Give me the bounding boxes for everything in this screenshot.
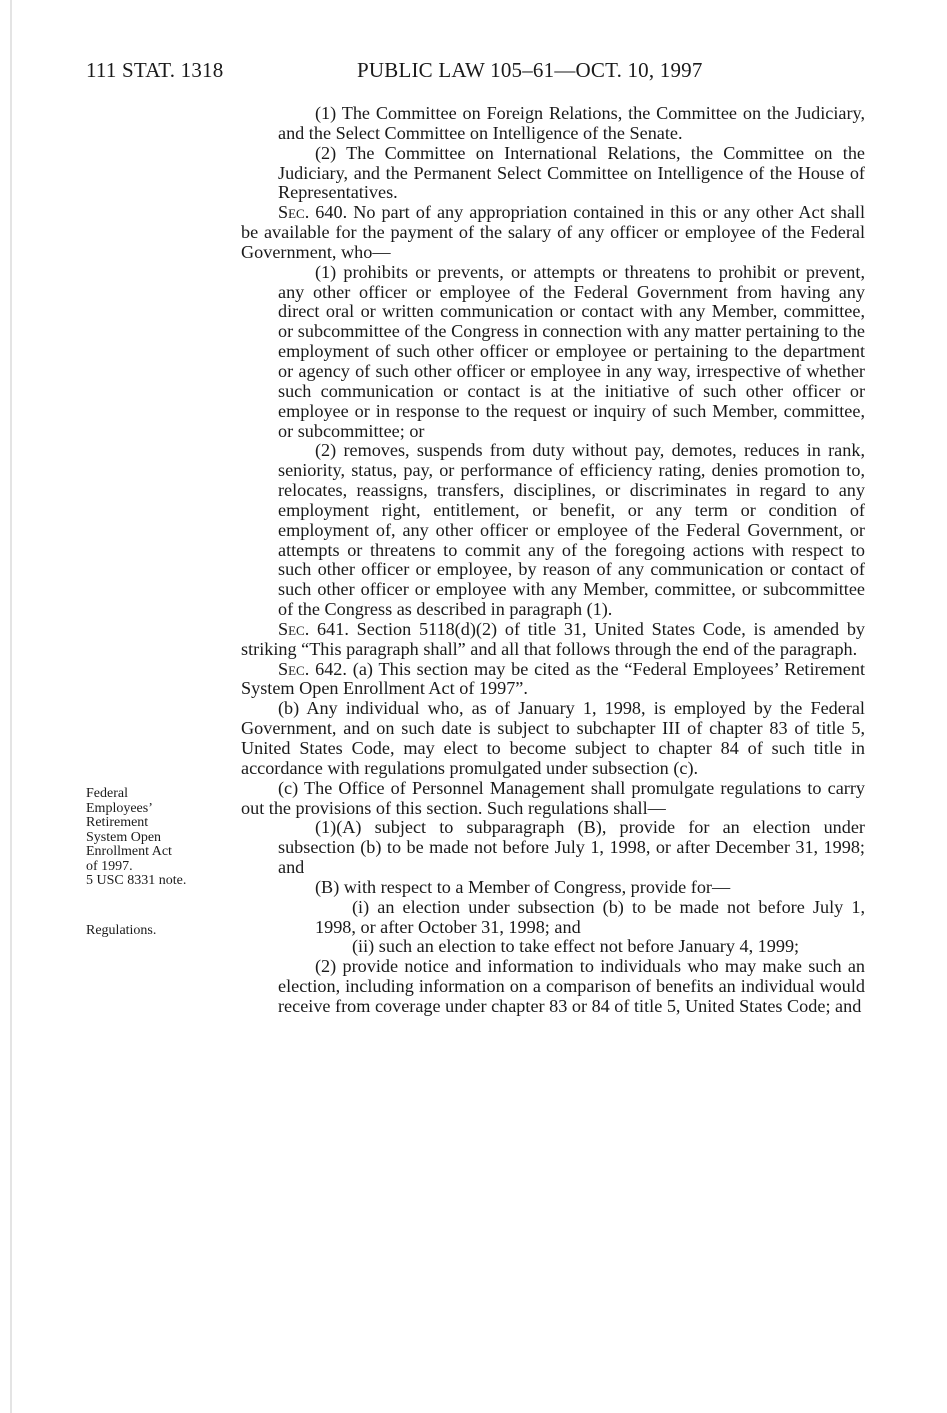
paragraph: (2) provide notice and information to individuals who may make such an election, including information on a comparison of benefits an individual would receive from coverage under chapter 83 or 84 of title 5, United States Code; and bbox=[278, 956, 865, 1016]
paragraph: (1) The Committee on Foreign Relations, the Committee on the Judiciary, and the Select Committee on Intelligence of the Senate. bbox=[278, 103, 865, 143]
section-label: Sec. 642. bbox=[278, 658, 347, 679]
section-640 bbox=[241, 203, 865, 263]
paragraph: (2) removes, suspends from duty without pay, demotes, reduces in rank, seniority, status, pay, or performance of efficiency rating, denies promotion to, relocates, reassigns, transfers, disciplines, or discriminates in regard to any employment right, entitlement, or benefit, or any term or condition of employment of, any other officer or employee of the Federal Government, or attempts or threatens to commit any of the foregoing actions with respect to such other officer or employee, by reason of any communication or contact of such other officer or employee with any Member, committee, or subcommittee of the Congress as described in paragraph (1). bbox=[278, 440, 865, 620]
paragraph: (c) The Office of Personnel Management shall promulgate regulations to carry out the provisions of this section. Such regulations shall— bbox=[241, 777, 865, 818]
margin-note-line: 5 USC 8331 note. bbox=[86, 873, 187, 888]
section-text: (a) This section may be cited as the “Federal Employees’ Retirement System Open Enrollment Act of 1997”. bbox=[241, 658, 866, 699]
margin-note-line: System Open bbox=[86, 829, 162, 845]
paragraph: (b) Any individual who, as of January 1, 1998, is employed by the Federal Government, and on such date is subject to subchapter III of chapter 83 of title 5, United States Code, may elect to become subject to chapter 84 of such title in accordance with regulations promulgated under subsection (c). bbox=[241, 698, 865, 778]
margin-note-line: of 1997. bbox=[86, 858, 133, 874]
section-text: Section 5118(d)(2) of title 31, United States Code, is amended by striking “This paragraph shall” and all that follows through the end of the paragraph. bbox=[241, 618, 866, 659]
paragraph: (2) The Committee on International Relations, the Committee on the Judiciary, and the Permanent Select Committee on Intelligence of the House of Representatives. bbox=[278, 142, 865, 203]
paragraph: (i) an election under subsection (b) to be made not before July 1, 1998, or after October 31, 1998; and bbox=[315, 896, 865, 937]
paragraph: (B) with respect to a Member of Congress, provide for— bbox=[315, 876, 731, 897]
margin-note-regulations: Regulations. bbox=[86, 923, 157, 938]
margin-note-line: Retirement bbox=[86, 815, 149, 830]
margin-note-line: Federal bbox=[86, 786, 128, 801]
section-text: No part of any appropriation contained in this or any other Act shall be available for the payment of the salary of any officer or employee of the Federal Government, who— bbox=[241, 202, 866, 262]
page-edge-shadow bbox=[10, 0, 12, 1413]
section-642 bbox=[241, 660, 865, 700]
paragraph: (ii) such an election to take effect not before January 4, 1999; bbox=[352, 936, 800, 957]
body-text bbox=[241, 104, 865, 1017]
margin-note-line: Employees’ bbox=[86, 800, 153, 816]
section-label: Sec. 640. bbox=[278, 202, 348, 223]
paragraph: (1) prohibits or prevents, or attempts or threatens to prohibit or prevent, any other officer or employee of the Federal Government from having any direct oral or written communication or contact with any Member, committee, or subcommittee of the Congress in connection with any matter pertaining to the employment of such other officer or employee or pertaining to the department or agency of such other officer or employee in any way, irrespective of whether such communication or contact is at the initiative of such other officer or employee or in response to the request or inquiry of such Member, committee, or subcommittee; or bbox=[278, 261, 865, 441]
paragraph: (1)(A) subject to subparagraph (B), provide for an election under subsection (b) to be made not before July 1, 1998, or after December 31, 1998; and bbox=[278, 817, 865, 878]
stat-reference: 111 STAT. 1318 bbox=[86, 58, 224, 82]
margin-note-act-title bbox=[86, 787, 226, 889]
margin-note-line: Enrollment Act bbox=[86, 844, 172, 859]
section-label: Sec. 641. bbox=[278, 618, 349, 639]
running-header: PUBLIC LAW 105–61—OCT. 10, 1997 bbox=[357, 58, 703, 82]
section-641 bbox=[241, 620, 865, 660]
